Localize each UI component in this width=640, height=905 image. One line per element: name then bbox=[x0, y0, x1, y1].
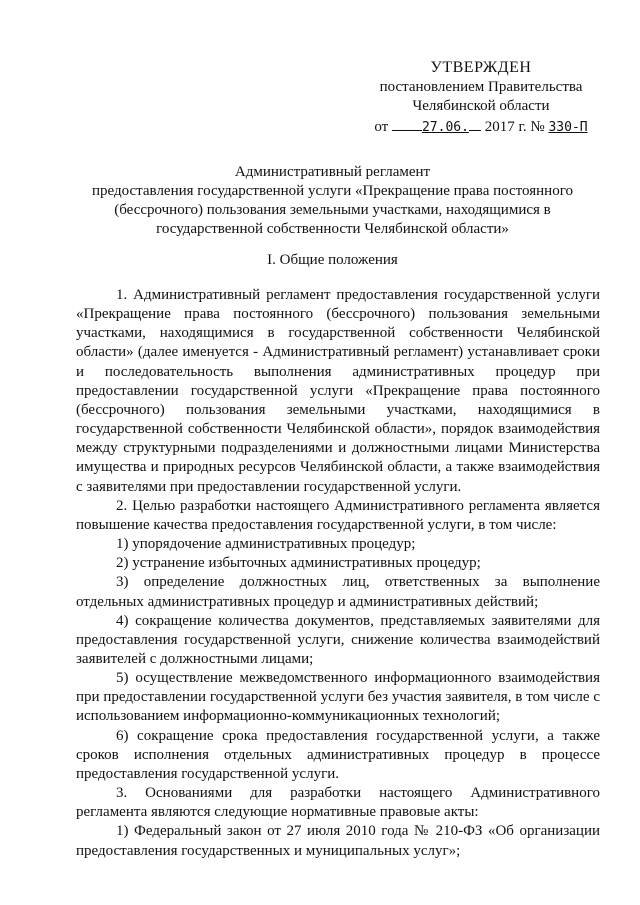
paragraph: 5) осуществление межведомственного информационного взаимодействия при предоставлении государственной услуги без участия заявителя, в том числе с использованием информационно-коммуникационных технологий; bbox=[76, 670, 600, 725]
approval-line-2: Челябинской области bbox=[412, 98, 550, 114]
approval-title: УТВЕРЖДЕН bbox=[430, 59, 532, 76]
section-heading: I. Общие положения bbox=[267, 252, 398, 268]
paragraph: 6) сокращение срока предоставления государственной услуги, а также сроков исполнения отдельных административных процедур в процессе предоставления государственной услуги. bbox=[76, 727, 600, 782]
approval-date-line bbox=[356, 118, 606, 137]
date-underline bbox=[392, 118, 422, 131]
document-body bbox=[76, 286, 600, 861]
paragraph: 1) Федеральный закон от 27 июля 2010 года № 210-ФЗ «Об организации предоставления государственных и муниципальных услуг»; bbox=[76, 823, 600, 859]
paragraph: 1. Административный регламент предоставления государственной услуги «Прекращение права постоянного (бессрочного) пользования земельными участками, находящимися в государственной собственности Челябинской области» (далее именуется - Административный регламент) устанавливает сроки и последовательность выполнения административных процедур при предоставлении государственной услуги «Прекращение права постоянного (бессрочного) пользования земельными участками, находящимися в государственной собственности Челябинской области», порядок взаимодействия между структурными подразделениями и должностными лицами Министерства имущества и природных ресурсов Челябинской области, а также взаимодействия с заявителями при предоставлении государственной услуги. bbox=[76, 287, 600, 495]
date-underline-end bbox=[469, 118, 481, 131]
document-title-line-1: Административный регламент bbox=[234, 164, 431, 180]
approval-number: 330-П bbox=[548, 120, 588, 135]
document-title bbox=[60, 163, 605, 239]
paragraph: 1) упорядочение административных процедур; bbox=[116, 536, 416, 553]
paragraph: 2. Целью разработки настоящего Административного регламента является повышение качества предоставления государственной услуги, в том числе: bbox=[76, 497, 600, 533]
approval-from-label: от bbox=[374, 119, 389, 135]
paragraph: 2) устранение избыточных административных процедур; bbox=[116, 555, 481, 572]
approval-date: 27.06. bbox=[421, 120, 469, 135]
paragraph: 3. Основаниями для разработки настоящего Административного регламента являются следующие нормативные правовые акты: bbox=[76, 785, 600, 821]
document-title-line-4: государственной собственности Челябинской области» bbox=[156, 221, 509, 237]
paragraph: 4) сокращение количества документов, представляемых заявителями для предоставления государственной услуги, снижение количества взаимодействий заявителей с должностными лицами; bbox=[76, 612, 600, 667]
approval-line-1: постановлением Правительства bbox=[379, 79, 583, 95]
document-title-line-3: (бессрочного) пользования земельными участками, находящимися в bbox=[114, 202, 551, 218]
paragraph: 3) определение должностных лиц, ответственных за выполнение отдельных административных процедур и административных действий; bbox=[76, 574, 600, 610]
approval-stamp bbox=[356, 58, 606, 137]
approval-year: 2017 г. № bbox=[484, 119, 545, 135]
document-title-line-2: предоставления государственной услуги «Прекращение права постоянного bbox=[92, 183, 573, 199]
